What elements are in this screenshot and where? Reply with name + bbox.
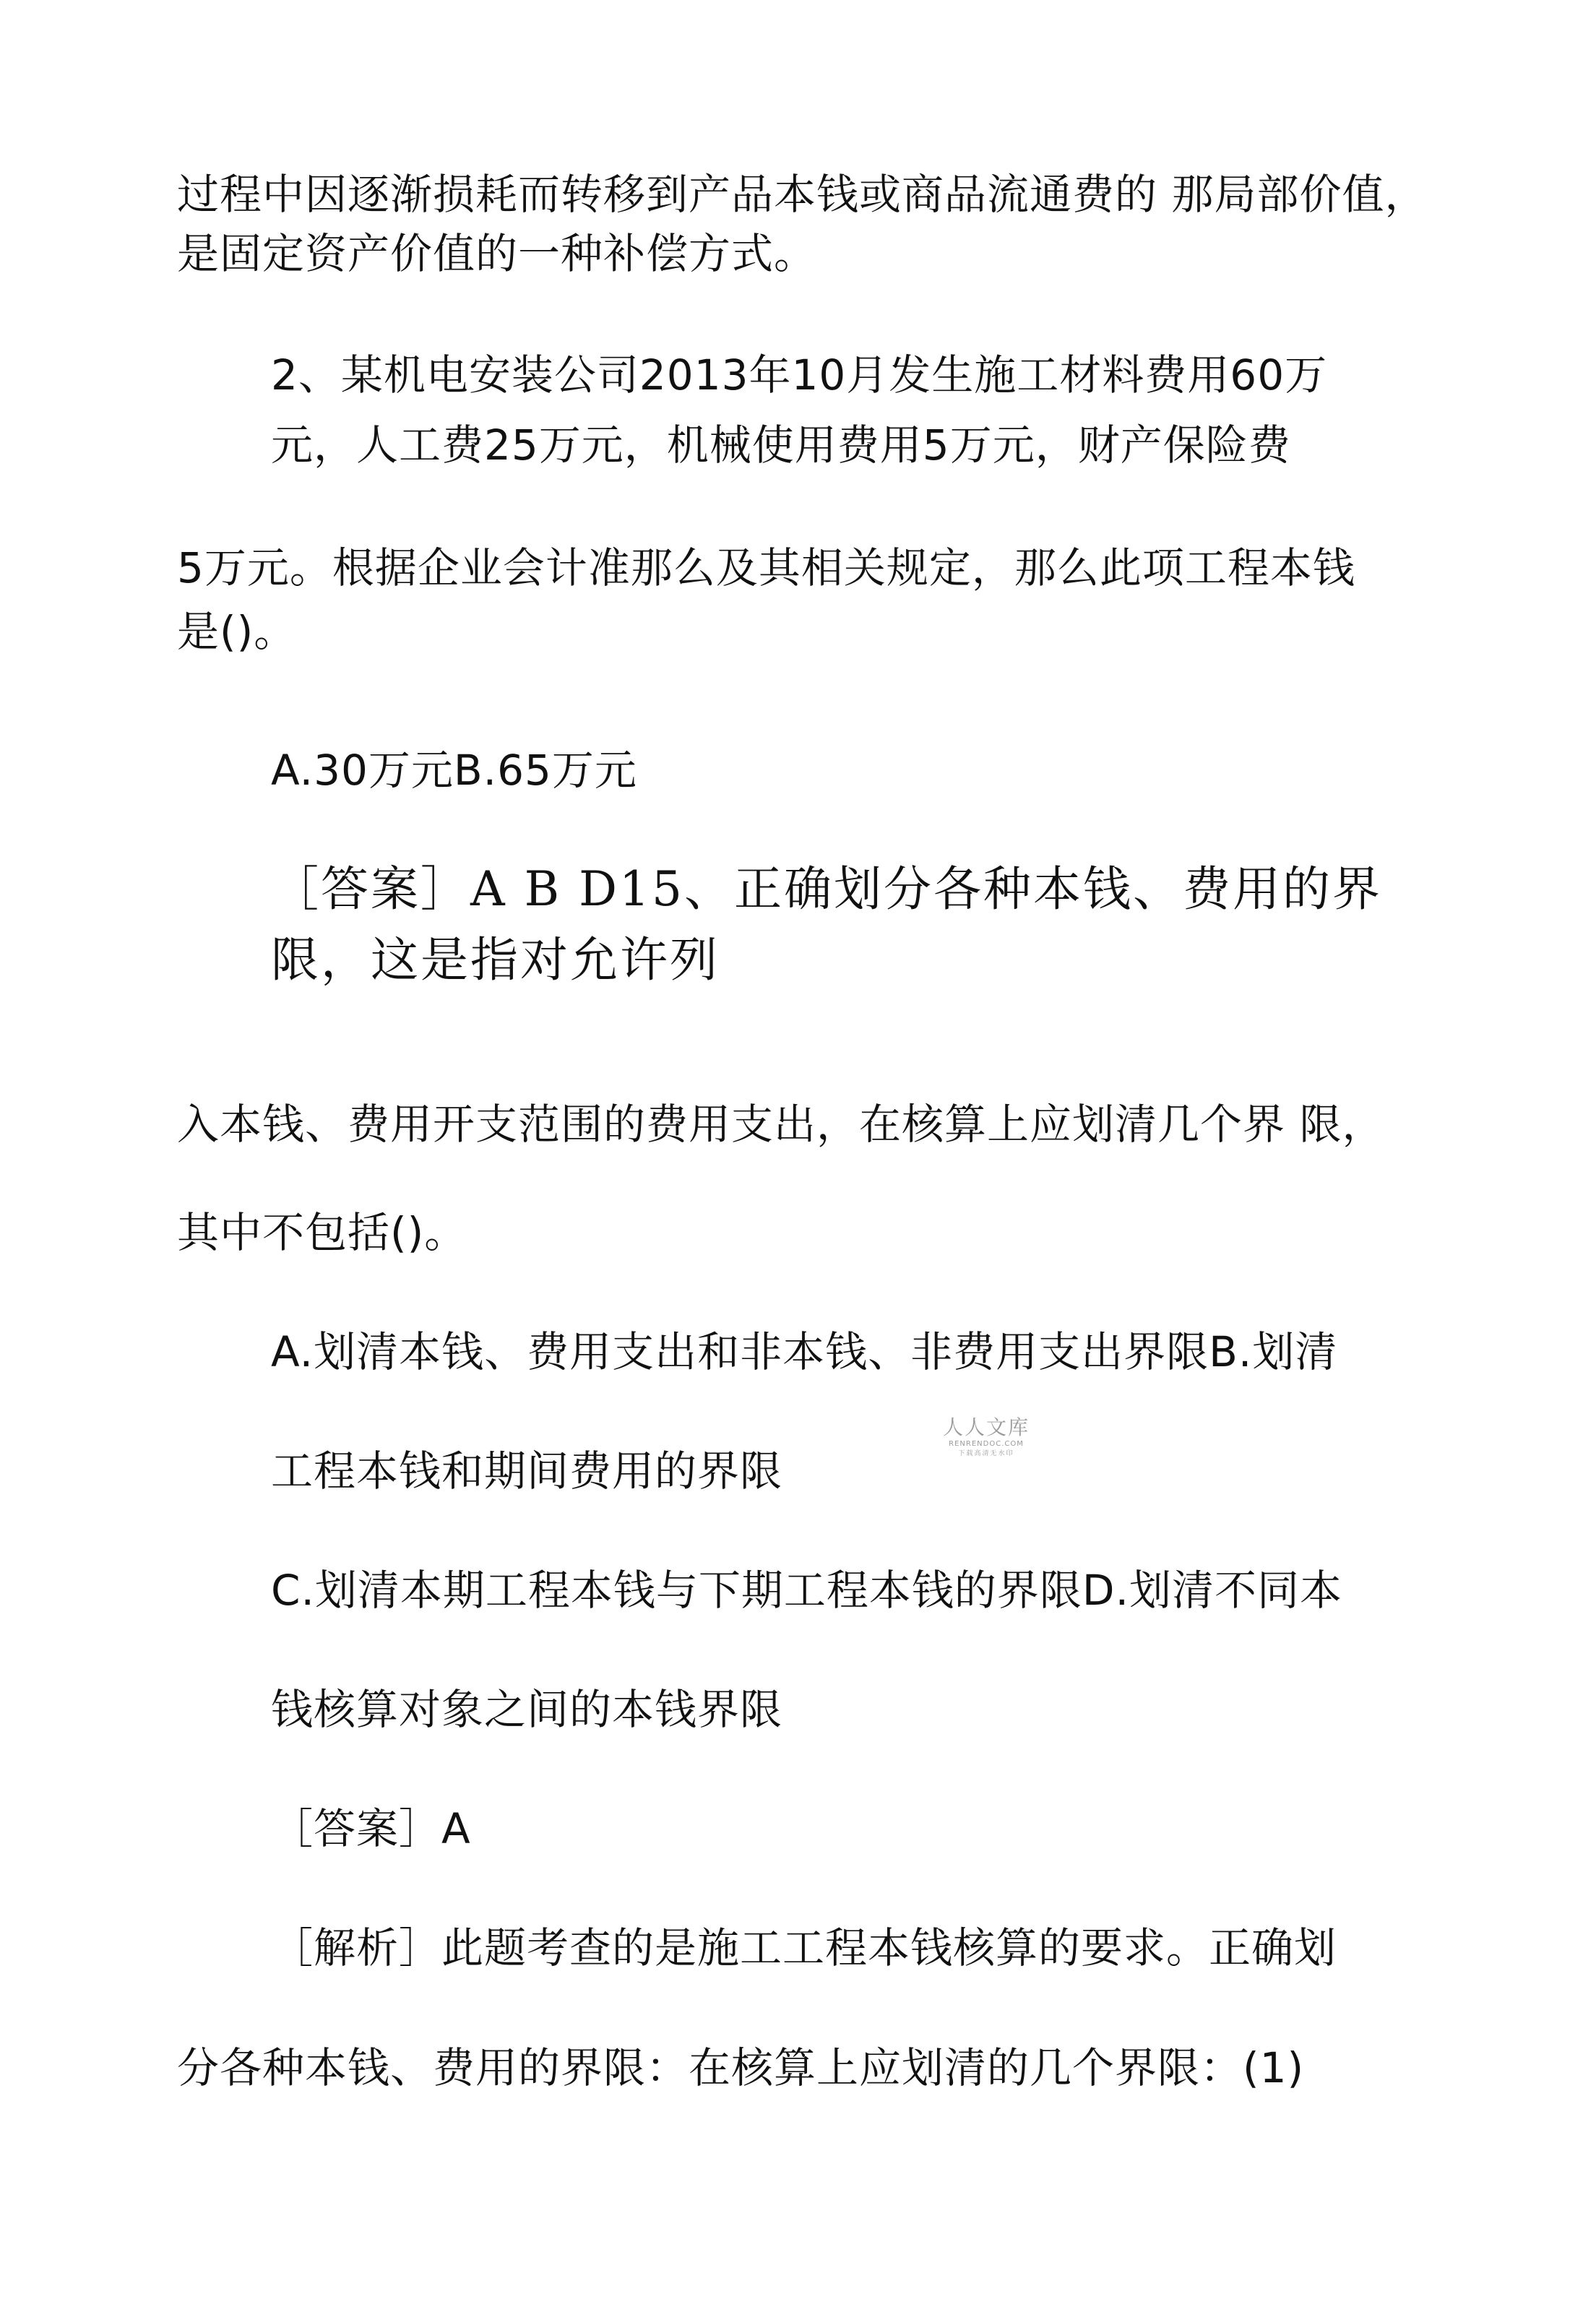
watermark-caption: 下载高清无水印 [958,1450,1014,1457]
text-line-1: 过程中因逐渐损耗而转移到产品本钱或商品流通费的 那局部价值， [177,170,1428,219]
q15-options-a-b: A.划清本钱、费用支出和非本钱、非费用支出界限B.划清 [271,1327,1338,1376]
text-line-11: 其中不包括()。 [177,1208,467,1257]
q15-analysis-line-2: 分各种本钱、费用的界限：在核算上应划清的几个界限：(1) [177,2043,1305,2092]
watermark-title: 人人文库 [942,1415,1030,1439]
q15-answer: ［答案］A [271,1804,471,1853]
q15-options-c-d: C.划清本期工程本钱与下期工程本钱的界限D.划清不同本 [271,1566,1343,1615]
answer-and-q15-line-1: ［答案］A B D15、正确划分各种本钱、费用的界 [271,861,1383,917]
question-2-line-2: 元，人工费25万元，机械使用费用5万元，财产保险费 [271,421,1291,470]
q15-option-b-cont: 工程本钱和期间费用的界限 [271,1446,783,1496]
q15-option-d-cont: 钱核算对象之间的本钱界限 [271,1685,783,1734]
question-2-options: A.30万元B.65万元 [271,746,637,795]
watermark-url: RENRENDOC.COM [949,1440,1024,1448]
text-line-6: 是()。 [177,607,297,656]
watermark-logo [932,1416,1040,1458]
q15-line-2: 限，这是指对允许列 [271,932,720,988]
text-line-10: 入本钱、费用开支范围的费用支出，在核算上应划清几个界 限， [177,1100,1385,1149]
q15-analysis-line-1: ［解析］此题考查的是施工工程本钱核算的要求。正确划 [271,1923,1337,1972]
question-2-line-1: 2、某机电安装公司2013年10月发生施工材料费用60万 [271,350,1328,400]
text-line-2: 是固定资产价值的一种补偿方式。 [177,229,817,278]
text-line-5: 5万元。根据企业会计准那么及其相关规定，那么此项工程本钱 [177,543,1355,592]
